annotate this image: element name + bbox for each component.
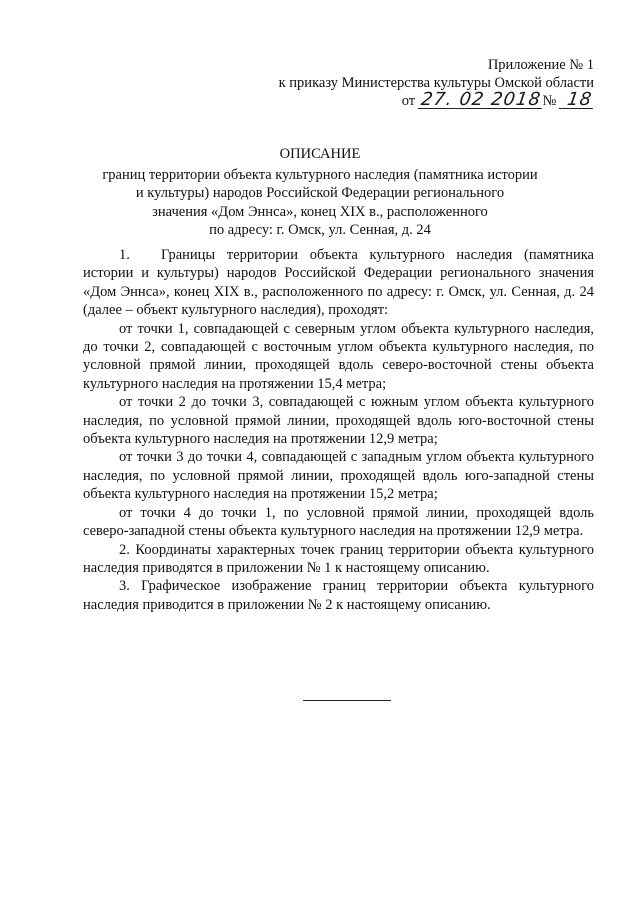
paragraph-segment-4-1: от точки 4 до точки 1, по условной прямой линии, проходящей вдоль северо-западной стены объекта культурного наследия на протяжении 12,9 метра. [83,504,594,540]
handwritten-date: 27. 02 2018 [419,89,543,110]
date-prefix: от [401,93,416,109]
number-prefix: № [542,93,557,109]
title-line: и культуры) народов Российской Федерации регионального [135,185,505,201]
end-divider [303,700,391,701]
title-line: границ территории объекта культурного наследия (памятника истории [102,166,538,183]
paragraph-segment-3-4: от точки 3 до точки 4, совпадающей с западным углом объекта культурного наследия, по условной прямой линии, проходящей вдоль юго-западной стены объекта культурного наследия на протяжении 15,2 метра; [83,449,594,503]
paragraph-2: 2. Координаты характерных точек границ территории объекта культурного наследия приводятся в приложении № 1 к настоящему описанию. [83,541,594,576]
paragraph-segment-2-3: от точки 2 до точки 3, совпадающей с южным углом объекта культурного наследия, по условной прямой линии, проходящей вдоль юго-восточной стены объекта культурного наследия на протяжении 12,9 метра; [83,394,594,448]
paragraph-1-number: 1. [119,247,130,263]
title-line: значения «Дом Эннса», конец XIX в., расположенного [152,203,488,220]
paragraph-segment-1-2: от точки 1, совпадающей с северным углом объекта культурного наследия, до точки 2, совпадающей с восточным углом объекта культурного наследия, по условной прямой линии, проходящей вдоль северо-восточной стены объекта культурного наследия на протяжении 15,4 метра; [83,320,594,392]
appendix-header [214,56,594,110]
title-line: по адресу: г. Омск, ул. Сенная, д. 24 [209,222,431,238]
paragraph-1 [83,246,594,320]
order-date-line [214,89,594,110]
order-reference: к приказу Министерства культуры Омской области [278,75,594,91]
title-heading: ОПИСАНИЕ [279,146,361,162]
paragraph-3: 3. Графическое изображение границ территории объекта культурного наследия приводится в приложении № 2 к настоящему описанию. [83,578,594,613]
document-title [60,145,580,240]
document-body [83,246,594,614]
handwritten-number: 18 [559,92,595,109]
appendix-label: Приложение № 1 [487,57,594,73]
paragraph-1-text: Границы территории объекта культурного наследия (памятника истории и культуры) народов Российской Федерации регионального значения «Дом Эннса», конец XIX в., расположенного по адресу: г. Омск, ул. Сенная, д. 24 (далее – объект культурного наследия), проходят: [83,247,594,319]
